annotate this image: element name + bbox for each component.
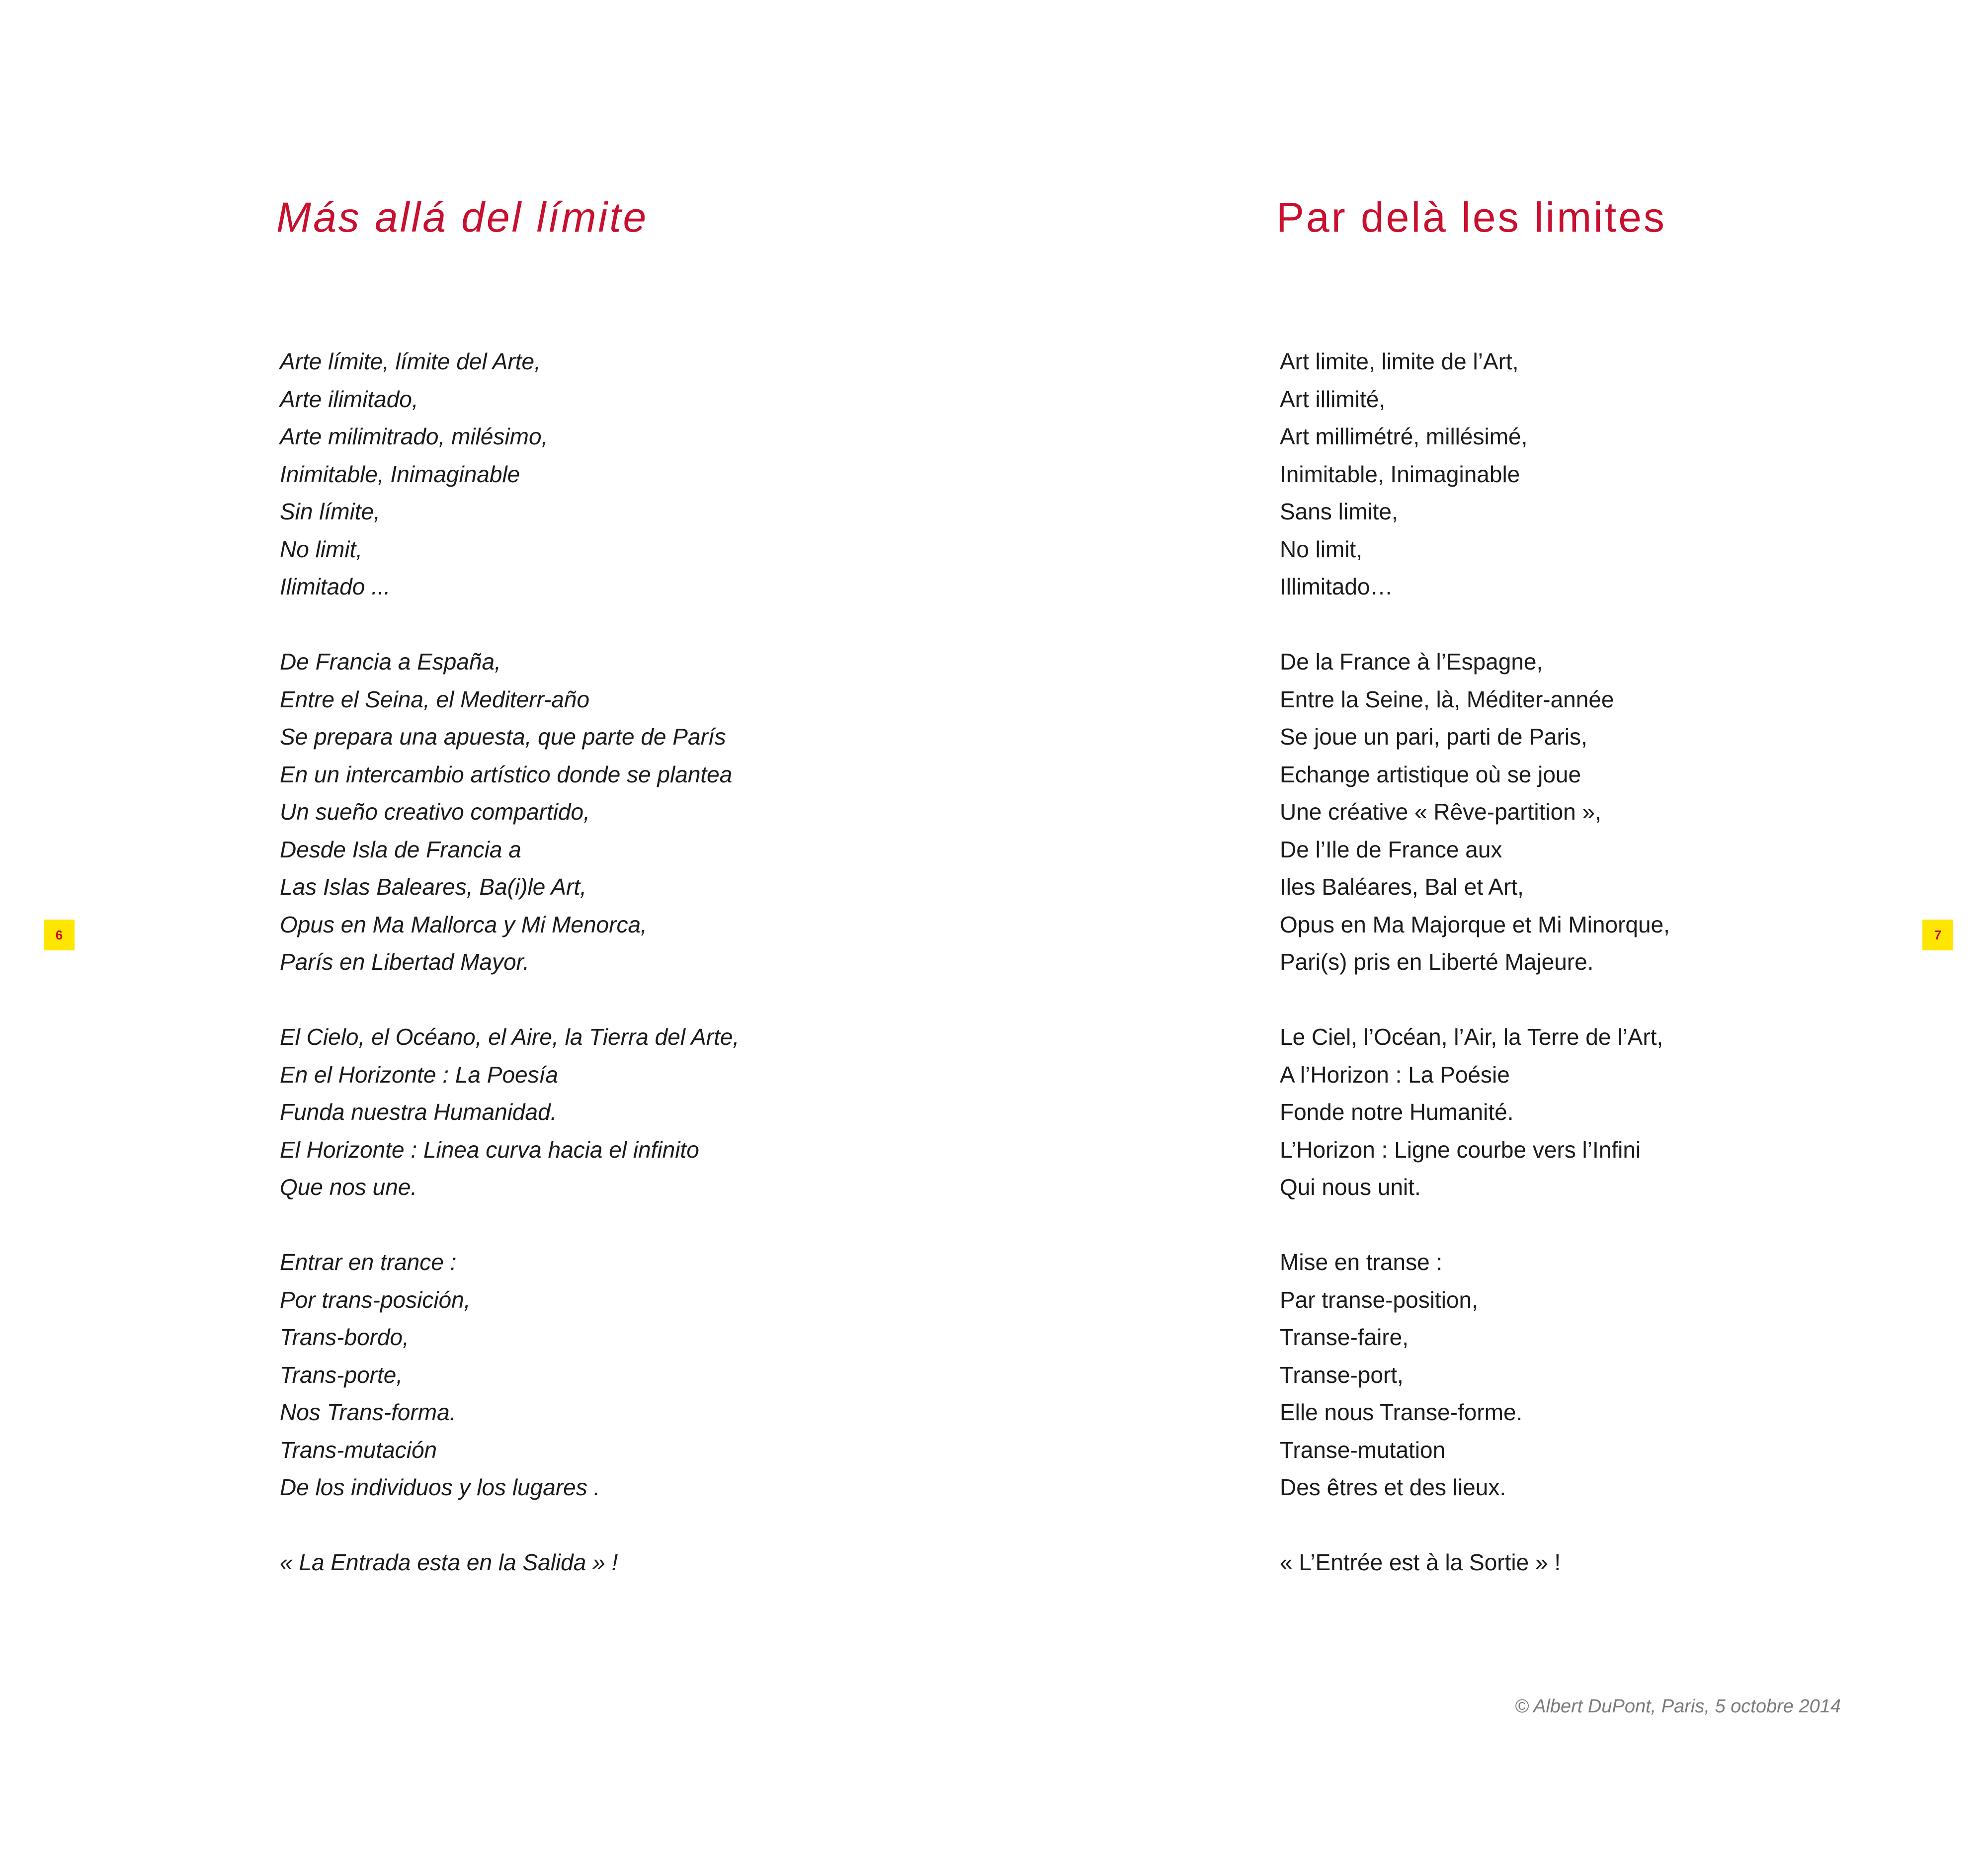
poem-line: Arte ilimitado, [280,386,418,412]
poem-line: Iles Baléares, Bal et Art, [1280,874,1524,900]
poem-title-french: Par delà les limites [1276,194,1666,241]
poem-line: A l’Horizon : La Poésie [1280,1061,1510,1088]
poem-line: No limit, [1280,536,1363,562]
poem-line: Art limite, limite de l’Art, [1280,348,1519,374]
poem-line: Que nos une. [280,1174,417,1200]
poem-line: Pari(s) pris en Liberté Majeure. [1280,949,1594,975]
poem-line: Trans-mutación [280,1437,437,1463]
poem-line: De la France à l’Espagne, [1280,649,1543,675]
copyright-notice: © Albert DuPont, Paris, 5 octobre 2014 [1514,1696,1841,1717]
right-page-french [994,0,1988,1863]
poem-line: Art millimétré, millésimé, [1280,423,1528,449]
page-number-badge: 6 [44,920,75,950]
stanza [280,1244,739,1507]
poem-line: Un sueño creativo compartido, [280,799,590,825]
poem-line: Inimitable, Inimaginable [280,461,520,487]
stanza [280,1018,739,1206]
poem-line: « L’Entrée est à la Sortie » ! [1280,1549,1561,1575]
poem-line: En el Horizonte : La Poesía [280,1061,558,1088]
poem-line: De los individuos y los lugares . [280,1474,600,1500]
poem-line: Art illimité, [1280,386,1386,412]
poem-line: Qui nous unit. [1280,1174,1421,1200]
poem-line: De l’Ile de France aux [1280,836,1502,862]
poem-line: Opus en Ma Majorque et Mi Minorque, [1280,911,1670,937]
poem-title-spanish: Más allá del límite [276,194,649,241]
poem-line: Por trans-posición, [280,1286,471,1313]
poem-line: En un intercambio artístico donde se plantea [280,761,733,787]
poem-line: El Cielo, el Océano, el Aire, la Tierra del Arte, [280,1024,740,1050]
poem-line: Se prepara una apuesta, que parte de París [280,724,726,750]
poem-line: Funda nuestra Humanidad. [280,1099,557,1125]
poem-line: « La Entrada esta en la Salida » ! [280,1549,618,1575]
poem-line: Une créative « Rêve-partition », [1280,799,1601,825]
poem-line: Trans-bordo, [280,1324,409,1350]
stanza [1280,643,1670,981]
stanza [1280,1244,1670,1507]
poem-line: Transe-mutation [1280,1437,1446,1463]
stanza [280,343,739,606]
poem-line: Le Ciel, l’Océan, l’Air, la Terre de l’Art, [1280,1024,1663,1050]
poem-line: Echange artistique où se joue [1280,761,1581,787]
poem-line: Des êtres et des lieux. [1280,1474,1506,1500]
poem-line: Ilimitado ... [280,574,391,599]
stanza [280,1544,739,1582]
poem-line: Transe-port, [1280,1361,1404,1388]
poem-line: Trans-porte, [280,1361,403,1388]
poem-line: Entrar en trance : [280,1249,457,1275]
poem-line: De Francia a España, [280,649,501,675]
poem-line: Las Islas Baleares, Ba(i)le Art, [280,874,586,900]
poem-body-french [1280,343,1670,1582]
poem-line: Sin límite, [280,499,380,524]
poem-line: El Horizonte : Linea curva hacia el infinito [280,1136,699,1163]
poem-line: Arte milimitrado, milésimo, [280,423,548,449]
poem-line: Opus en Ma Mallorca y Mi Menorca, [280,911,647,937]
poem-line: Sans limite, [1280,499,1398,524]
poem-line: Inimitable, Inimaginable [1280,461,1520,487]
poem-line: Entre el Seina, el Mediterr-año [280,686,590,712]
poem-line: Elle nous Transe-forme. [1280,1399,1523,1425]
poem-line: Arte límite, límite del Arte, [280,348,541,374]
poem-line: Illimitado… [1280,574,1393,599]
poem-line: No limit, [280,536,363,562]
poem-line: Fonde notre Humanité. [1280,1099,1514,1125]
poem-line: Transe-faire, [1280,1324,1409,1350]
poem-line: París en Libertad Mayor. [280,949,529,975]
poem-body-spanish [280,343,739,1582]
stanza [1280,1544,1670,1582]
stanza [1280,343,1670,606]
stanza [1280,1018,1670,1206]
page-number-badge: 7 [1922,920,1953,950]
poem-line: Se joue un pari, parti de Paris, [1280,724,1587,750]
stanza [280,643,739,981]
poem-line: Desde Isla de Francia a [280,836,521,862]
poem-line: Nos Trans-forma. [280,1399,456,1425]
poem-line: Entre la Seine, là, Méditer-année [1280,686,1614,712]
poem-line: Mise en transe : [1280,1249,1443,1275]
poem-line: Par transe-position, [1280,1286,1478,1313]
poem-line: L’Horizon : Ligne courbe vers l’Infini [1280,1136,1641,1163]
